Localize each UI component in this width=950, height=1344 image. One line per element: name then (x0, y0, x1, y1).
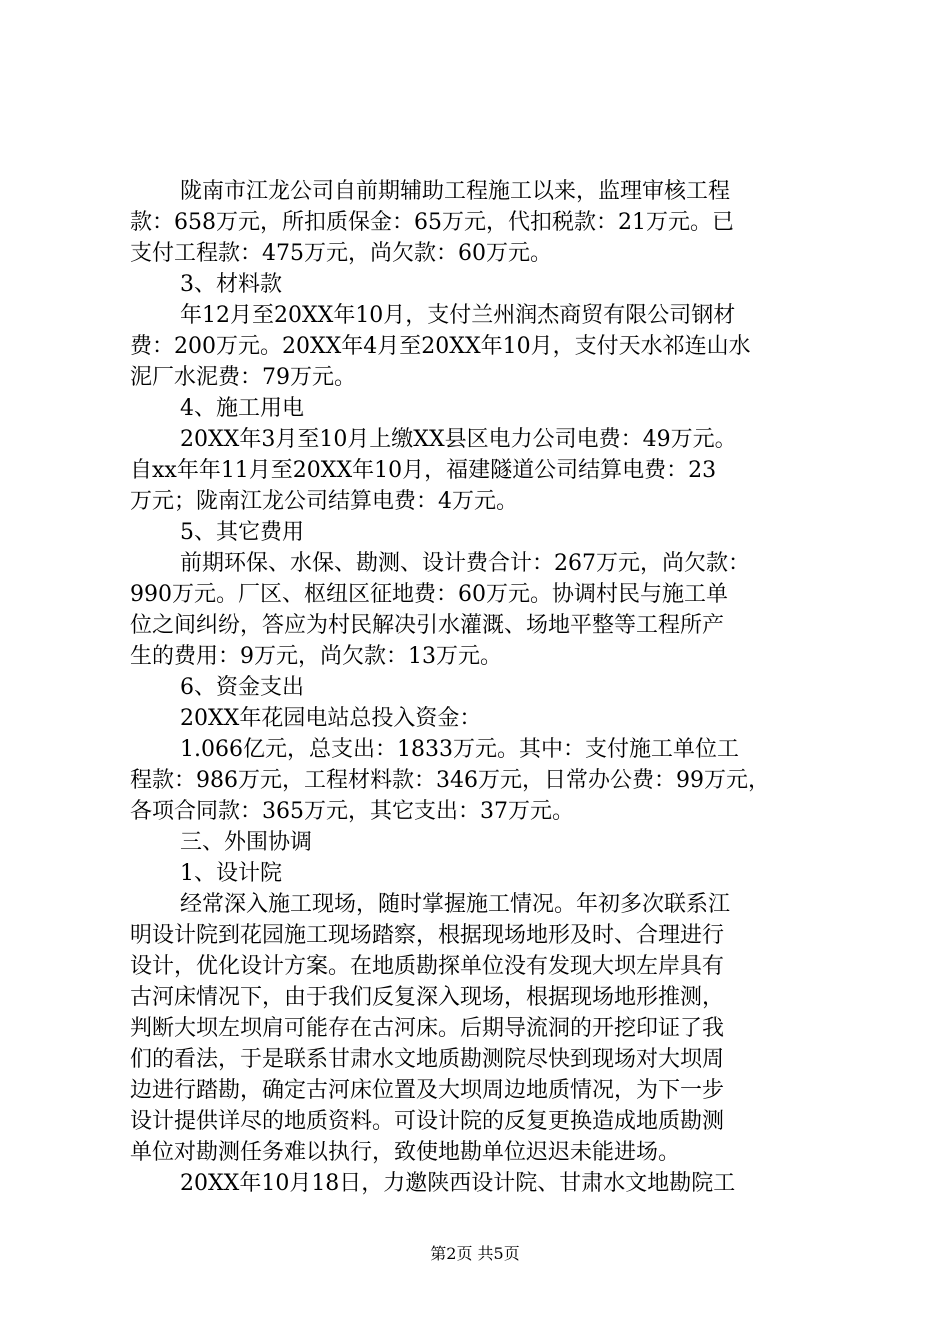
text-line: 4、施工用电 (180, 396, 304, 421)
document-body (130, 176, 830, 1199)
text-line: 6、资金支出 (180, 675, 304, 700)
page-footer: 第2页 共5页 (430, 1244, 520, 1263)
text-line: 边进行踏勘，确定古河床位置及大坝周边地质情况，为下一步 (130, 1078, 725, 1103)
text-line: 20XX年3月至10月上缴XX县区电力公司电费：49万元。 (180, 427, 737, 452)
text-line: 20XX年花园电站总投入资金： (180, 706, 482, 731)
text-line: 泥厂水泥费：79万元。 (130, 365, 356, 390)
text-line: 设计，优化设计方案。在地质勘探单位没有发现大坝左岸具有 (130, 954, 725, 979)
text-line: 年12月至20XX年10月，支付兰州润杰商贸有限公司钢材 (180, 303, 736, 328)
text-line: 位之间纠纷，答应为村民解决引水灌溉、场地平整等工程所产 (130, 613, 725, 638)
text-line: 生的费用：9万元，尚欠款：13万元。 (130, 644, 502, 669)
text-line: 们的看法，于是联系甘肃水文地质勘测院尽快到现场对大坝周 (130, 1047, 725, 1072)
text-line: 款：658万元，所扣质保金：65万元，代扣税款：21万元。已 (130, 210, 734, 235)
text-line: 各项合同款：365万元，其它支出：37万元。 (130, 799, 574, 824)
text-line: 古河床情况下，由于我们反复深入现场，根据现场地形推测， (130, 985, 725, 1010)
paragraph (130, 548, 830, 672)
text-line: 5、其它费用 (180, 520, 304, 545)
text-line: 自xx年年11月至20XX年10月，福建隧道公司结算电费：23 (130, 458, 717, 483)
text-line: 990万元。厂区、枢纽区征地费：60万元。协调村民与施工单 (130, 582, 728, 607)
paragraph (130, 176, 830, 269)
paragraph (130, 858, 830, 889)
text-line: 支付工程款：475万元，尚欠款：60万元。 (130, 241, 552, 266)
paragraph (130, 889, 830, 1168)
paragraph (130, 1168, 830, 1199)
text-line: 20XX年10月18日，力邀陕西设计院、甘肃水文地勘院工 (180, 1171, 736, 1196)
text-line: 1、设计院 (180, 861, 282, 886)
text-line: 经常深入施工现场，随时掌握施工情况。年初多次联系江 (180, 892, 731, 917)
text-line: 费：200万元。20XX年4月至20XX年10月，支付天水祁连山水 (130, 334, 751, 359)
text-line: 单位对勘测任务难以执行，致使地勘单位迟迟未能进场。 (130, 1140, 681, 1165)
text-line: 陇南市江龙公司自前期辅助工程施工以来，监理审核工程 (180, 179, 731, 204)
text-line: 3、材料款 (180, 272, 282, 297)
text-line: 三、外围协调 (180, 830, 313, 855)
paragraph (130, 517, 830, 548)
text-line: 前期环保、水保、勘测、设计费合计：267万元，尚欠款： (180, 551, 750, 576)
paragraph (130, 734, 830, 827)
paragraph (130, 703, 830, 734)
text-line: 明设计院到花园施工现场踏察，根据现场地形及时、合理进行 (130, 923, 725, 948)
text-line: 万元；陇南江龙公司结算电费：4万元。 (130, 489, 518, 514)
paragraph (130, 269, 830, 300)
paragraph (130, 827, 830, 858)
text-line: 1.066亿元，总支出：1833万元。其中：支付施工单位工 (180, 737, 739, 762)
text-line: 程款：986万元，工程材料款：346万元，日常办公费：99万元， (130, 768, 770, 793)
paragraph (130, 672, 830, 703)
text-line: 设计提供详尽的地质资料。可设计院的反复更换造成地质勘测 (130, 1109, 725, 1134)
paragraph (130, 393, 830, 424)
text-line: 判断大坝左坝肩可能存在古河床。后期导流洞的开挖印证了我 (130, 1016, 725, 1041)
paragraph (130, 424, 830, 517)
paragraph (130, 300, 830, 393)
